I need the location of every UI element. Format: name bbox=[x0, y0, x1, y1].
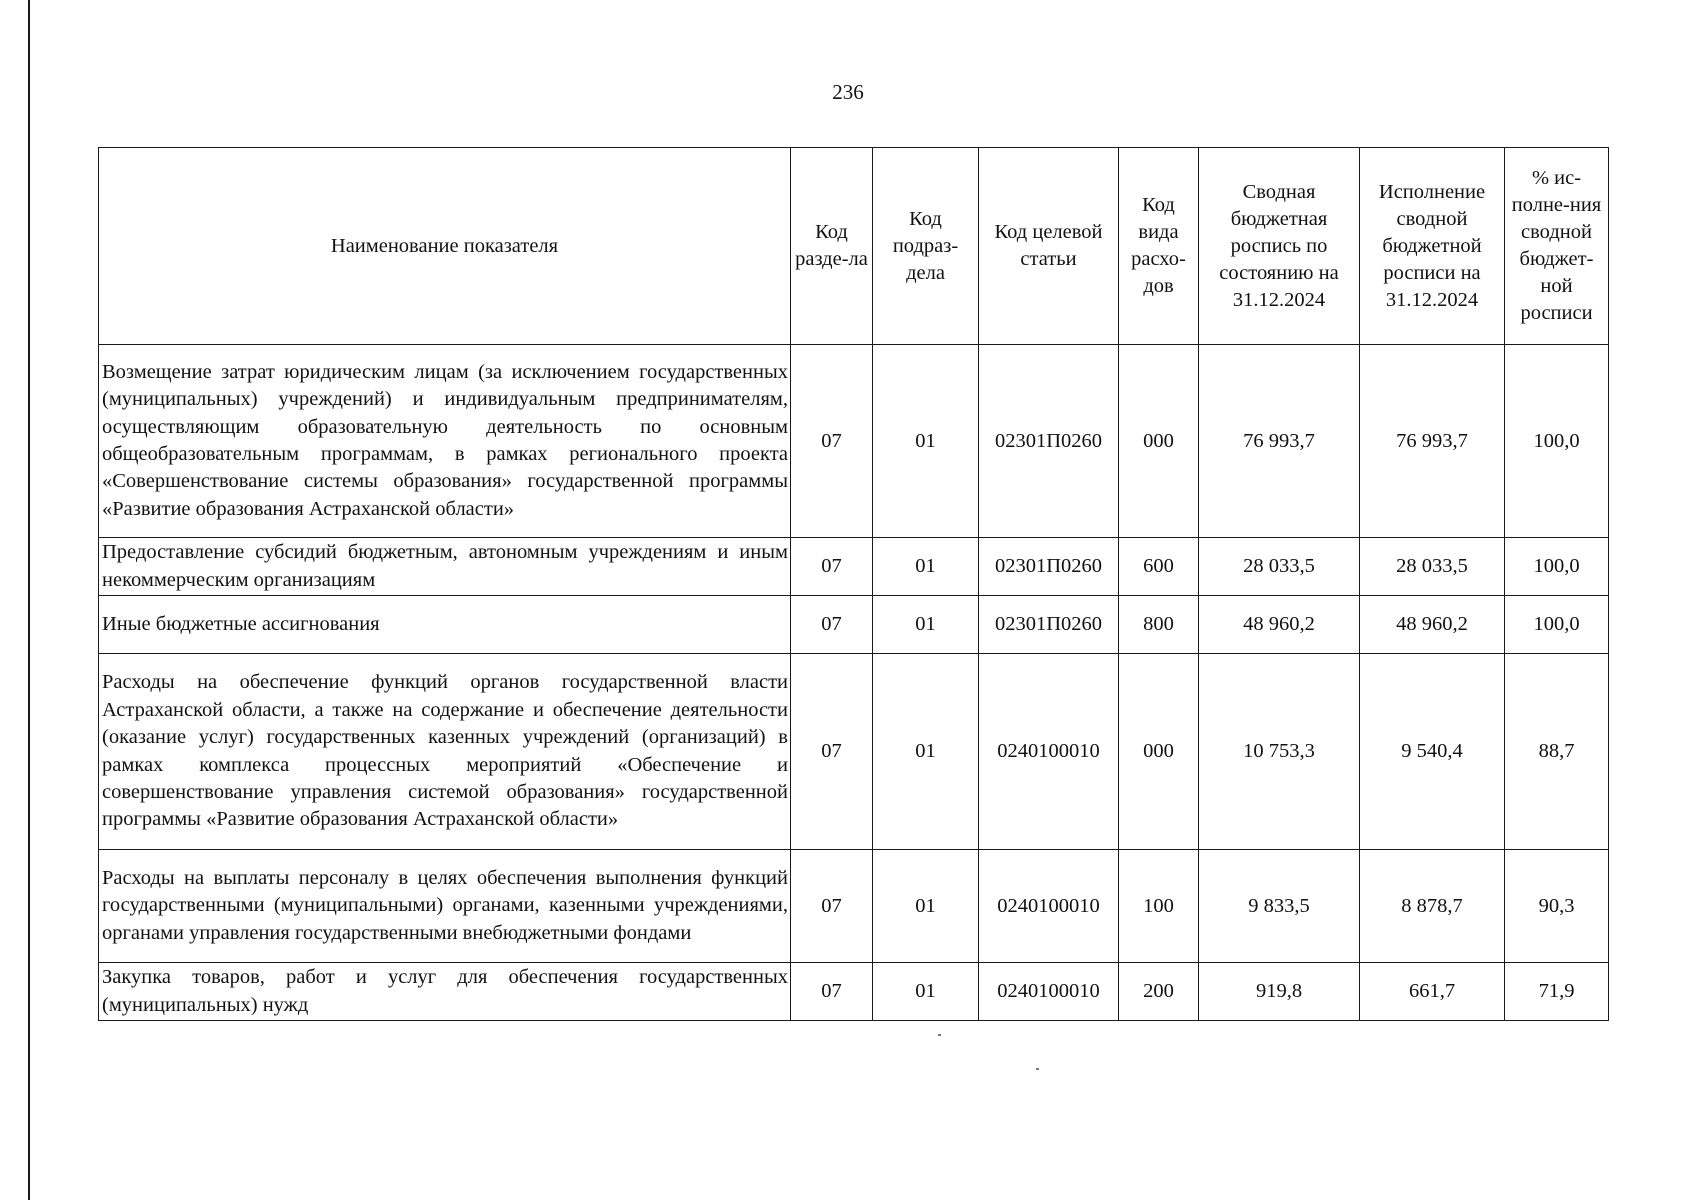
row-podrazdel: 01 bbox=[873, 963, 979, 1021]
row-podrazdel: 01 bbox=[873, 538, 979, 596]
row-rospis: 919,8 bbox=[1199, 963, 1360, 1021]
table-row bbox=[99, 538, 1609, 596]
table-body bbox=[99, 345, 1609, 1021]
row-ispolnenie: 8 878,7 bbox=[1360, 850, 1505, 963]
row-ispolnenie: 76 993,7 bbox=[1360, 345, 1505, 538]
header-razdel: Код разде-ла bbox=[791, 148, 873, 345]
table-header bbox=[99, 148, 1609, 345]
row-celevaya: 0240100010 bbox=[979, 850, 1119, 963]
header-percent: % ис-полне-ния сводной бюджет-ной росписи bbox=[1505, 148, 1609, 345]
row-name: Расходы на обеспечение функций органов государственной власти Астраханской области, а также на содержание и обеспечение деятельности (оказание услуг) государственных казенных учреждений (организаций) в рамках комплекса процессных мероприятий «Обеспечение и совершенствование управления системой образования» государственной программы «Развитие образования Астраханской области» bbox=[99, 654, 791, 850]
table-row bbox=[99, 596, 1609, 654]
row-ispolnenie: 9 540,4 bbox=[1360, 654, 1505, 850]
row-razdel: 07 bbox=[791, 850, 873, 963]
page-number: 236 bbox=[832, 80, 864, 104]
row-podrazdel: 01 bbox=[873, 596, 979, 654]
row-razdel: 07 bbox=[791, 963, 873, 1021]
row-name: Закупка товаров, работ и услуг для обеспечения государственных (муниципальных) нужд bbox=[99, 963, 791, 1021]
table-row bbox=[99, 963, 1609, 1021]
row-vid: 000 bbox=[1119, 345, 1199, 538]
row-rospis: 9 833,5 bbox=[1199, 850, 1360, 963]
row-celevaya: 0240100010 bbox=[979, 963, 1119, 1021]
table-row bbox=[99, 850, 1609, 963]
row-podrazdel: 01 bbox=[873, 345, 979, 538]
row-rospis: 28 033,5 bbox=[1199, 538, 1360, 596]
row-vid: 100 bbox=[1119, 850, 1199, 963]
row-percent: 90,3 bbox=[1505, 850, 1609, 963]
row-percent: 100,0 bbox=[1505, 345, 1609, 538]
row-razdel: 07 bbox=[791, 654, 873, 850]
row-razdel: 07 bbox=[791, 345, 873, 538]
row-percent: 88,7 bbox=[1505, 654, 1609, 850]
row-rospis: 10 753,3 bbox=[1199, 654, 1360, 850]
row-name: Возмещение затрат юридическим лицам (за исключением государственных (муниципальных) учреждений) и индивидуальным предпринимателям, осуществляющим образовательную деятельность по основным общеобразовательным программам, в рамках регионального проекта «Совершенствование системы образования» государственной программы «Развитие образования Астраханской области» bbox=[99, 345, 791, 538]
row-vid: 800 bbox=[1119, 596, 1199, 654]
row-celevaya: 02301П0260 bbox=[979, 345, 1119, 538]
row-rospis: 48 960,2 bbox=[1199, 596, 1360, 654]
header-podrazdel: Код подраз-дела bbox=[873, 148, 979, 345]
header-name: Наименование показателя bbox=[99, 148, 791, 345]
header-row bbox=[99, 148, 1609, 345]
row-ispolnenie: 661,7 bbox=[1360, 963, 1505, 1021]
table-row bbox=[99, 345, 1609, 538]
row-percent: 71,9 bbox=[1505, 963, 1609, 1021]
header-celevaya: Код целевой статьи bbox=[979, 148, 1119, 345]
row-razdel: 07 bbox=[791, 538, 873, 596]
row-celevaya: 02301П0260 bbox=[979, 538, 1119, 596]
row-vid: 600 bbox=[1119, 538, 1199, 596]
row-vid: 200 bbox=[1119, 963, 1199, 1021]
header-ispolnenie: Исполнение сводной бюджетной росписи на 31.12.2024 bbox=[1360, 148, 1505, 345]
row-name: Расходы на выплаты персоналу в целях обеспечения выполнения функций государственными (муниципальными) органами, казенными учреждениями, органами управления государственными внебюджетными фондами bbox=[99, 850, 791, 963]
row-vid: 000 bbox=[1119, 654, 1199, 850]
row-rospis: 76 993,7 bbox=[1199, 345, 1360, 538]
header-rospis: Сводная бюджетная роспись по состоянию на 31.12.2024 bbox=[1199, 148, 1360, 345]
budget-execution-table bbox=[98, 147, 1609, 1021]
row-celevaya: 0240100010 bbox=[979, 654, 1119, 850]
scan-speck bbox=[938, 1034, 941, 1036]
scan-edge-line bbox=[28, 0, 30, 1200]
row-celevaya: 02301П0260 bbox=[979, 596, 1119, 654]
header-vid: Код вида расхо-дов bbox=[1119, 148, 1199, 345]
row-name: Иные бюджетные ассигнования bbox=[99, 596, 791, 654]
row-razdel: 07 bbox=[791, 596, 873, 654]
row-podrazdel: 01 bbox=[873, 850, 979, 963]
row-percent: 100,0 bbox=[1505, 596, 1609, 654]
row-ispolnenie: 28 033,5 bbox=[1360, 538, 1505, 596]
table-row bbox=[99, 654, 1609, 850]
row-ispolnenie: 48 960,2 bbox=[1360, 596, 1505, 654]
row-name: Предоставление субсидий бюджетным, автономным учреждениям и иным некоммерческим организациям bbox=[99, 538, 791, 596]
scan-speck bbox=[1036, 1068, 1039, 1070]
row-podrazdel: 01 bbox=[873, 654, 979, 850]
row-percent: 100,0 bbox=[1505, 538, 1609, 596]
